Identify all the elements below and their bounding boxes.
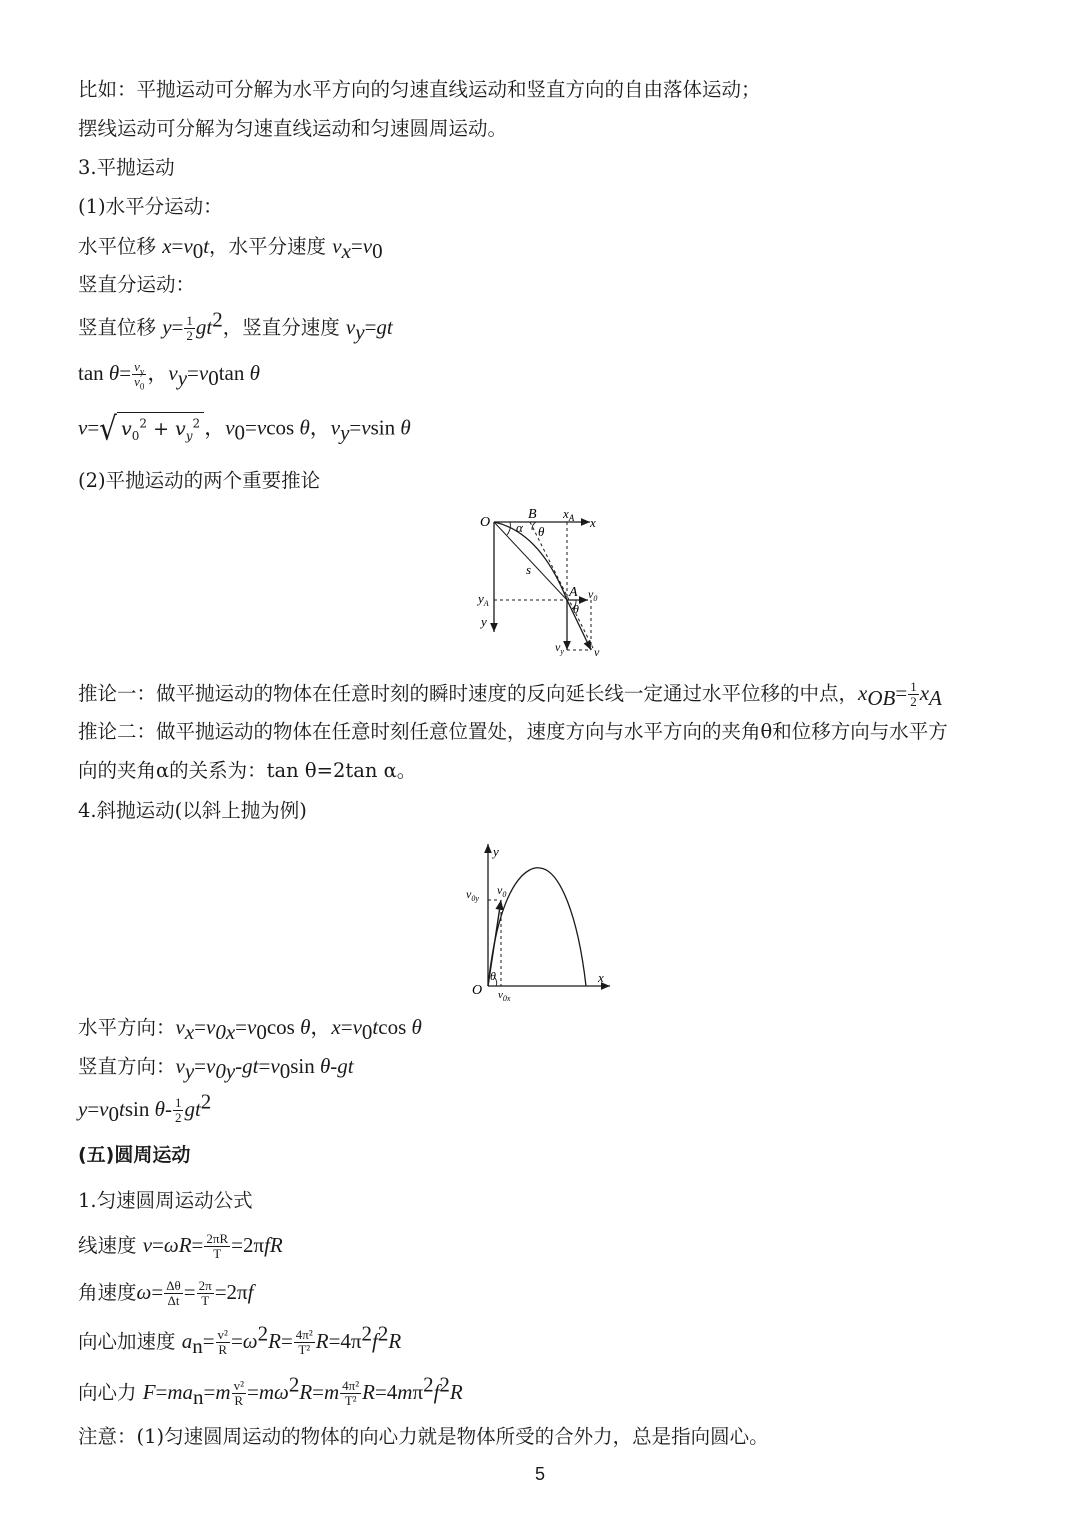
linear-velocity-line: 线速度 v=ωR= $\frac{2\pi R}{T}$ =2πfR [78, 1231, 283, 1261]
label-theta-bottom: θ [573, 602, 579, 616]
subheading-horizontal: (1)水平分运动： [78, 195, 223, 218]
fraction-2piR-T: $\frac{2\pi R}{T}$ [206, 1231, 229, 1261]
oblique-projectile-diagram [460, 836, 620, 1006]
label-O: O [480, 515, 491, 530]
label-v0: $v_0$ [497, 883, 507, 899]
alpha-arc [507, 522, 510, 535]
label-yA: $y_A$ [478, 591, 489, 608]
fraction-2pi-T: $\frac{2\pi}{T}$ [198, 1278, 212, 1308]
projectile-diagram [470, 500, 620, 665]
fraction-half: $\frac{1}{2}$ [186, 313, 193, 343]
label-v0y: $v_{0y}$ [466, 887, 479, 903]
text-line-1: 比如：平抛运动可分解为水平方向的匀速直线运动和竖直方向的自由落体运动； [78, 78, 761, 101]
trajectory-curve [488, 868, 586, 986]
fraction-half-2: $\frac{1}{2}$ [174, 1095, 182, 1125]
corollary-1-line: 推论一：做平抛运动的物体在任意时刻的瞬时速度的反向延长线一定通过水平位移的中点，$x_{OB}=$ $\frac{1}{2}$ $x_A$ [78, 679, 942, 710]
horizontal-displacement-line: 水平位移 $x=v_0t$，水平分速度 $v_x=v_0$ [78, 234, 383, 263]
corollary-2-cont: 向的夹角α的关系为：tan θ=2tan α。 [78, 759, 417, 782]
displacement-line [494, 522, 567, 600]
fraction-force-4pi2-T2: $\frac{\text{4π²}}{\text{T²}}$ [342, 1378, 360, 1408]
vertical-displacement-line: 竖直位移 y= $\frac{1}{2}$ $gt^2$，竖直分速度 $v_y=gt$ [78, 307, 393, 344]
section-heading-3: 3.平抛运动 [78, 156, 175, 179]
y-equation-line: $y=v_0tsin$ θ- $\frac{1}{2}$ $gt^2$ [78, 1089, 212, 1126]
label-xA: $x_A$ [563, 506, 575, 523]
theta-arc-1 [532, 522, 536, 530]
fraction-vy-v0: $\frac{v_y}{v_0}$ [134, 359, 145, 392]
section-heading-4: 4.斜抛运动(以斜上抛为例) [78, 799, 307, 822]
label-x: x [598, 970, 604, 985]
fraction-dtheta-dt: $\frac{\Delta\theta}{\Delta t}$ [166, 1278, 181, 1308]
label-theta-top: θ [538, 524, 545, 539]
fraction-force-v2-R: $\frac{\text{v²}}{R}$ [233, 1378, 244, 1408]
subheading-vertical: 竖直分运动： [78, 273, 196, 296]
fraction-v2-R: $\frac{\text{v²}}{R}$ [217, 1327, 228, 1357]
label-v: v [594, 645, 600, 659]
label-v0: $v_0$ [588, 587, 598, 603]
subheading-corollaries: (2)平抛运动的两个重要推论 [78, 469, 321, 492]
section-heading-circular: (五)圆周运动 [78, 1144, 191, 1166]
label-vy: $v_y$ [555, 640, 564, 656]
centripetal-acceleration-line: 向心加速度 $a_n=$ $\frac{\text{v²}}{R}$ $=\omega^2R=$ $\frac{\text{4π²}}{\text{T²}}$ $R=4\pi^2f^2R$ [78, 1321, 402, 1358]
fraction-xob: $\frac{1}{2}$ [910, 679, 917, 709]
label-s: s [526, 562, 532, 577]
angular-velocity-line: 角速度ω= $\frac{\Delta\theta}{\Delta t}$ = $\frac{2\pi}{T}$ =2πf [78, 1278, 254, 1308]
horizontal-direction-line: 水平方向：$v_x=v_{0x}=v_0\cos$ θ，$x=v_0tcos$ θ [78, 1015, 422, 1044]
label-theta: θ [490, 969, 496, 983]
label-O: O [472, 983, 483, 998]
fraction-4pi2-T2: $\frac{\text{4π²}}{\text{T²}}$ [295, 1327, 313, 1357]
subheading-uniform-circular: 1.匀速圆周运动公式 [78, 1189, 253, 1212]
label-alpha: α [516, 520, 523, 535]
vertical-direction-line: 竖直方向：$v_y=v_{0y}-gt=v_0\sin$ θ-gt [78, 1054, 354, 1083]
v-vector [567, 600, 591, 650]
tangent-extension [530, 522, 594, 650]
velocity-magnitude-line: v= √ $v_0^2 + v_y^2$ ，$v_0=vcos$ θ，$v_y=vsin$ θ [78, 409, 411, 448]
note-line: 注意：(1)匀速圆周运动的物体的向心力就是物体所受的合外力，总是指向圆心。 [78, 1425, 769, 1448]
page-number: 5 [534, 1464, 545, 1484]
label-x: x [590, 515, 596, 530]
centripetal-force-line: 向心力 $F=ma_n=m$ $\frac{\text{v²}}{R}$ $=m\omega^2R=m$ $\frac{\text{4π²}}{\text{T²}}$ $R=4m\pi^2f^2R$ [78, 1372, 463, 1409]
label-y: y [481, 614, 487, 629]
square-root: √ $v_0^2 + v_y^2$ [99, 412, 204, 446]
corollary-2-line: 推论二：做平抛运动的物体在任意时刻任意位置处，速度方向与水平方向的夹角θ和位移方向与水平方 [78, 720, 948, 743]
text-line-2: 摆线运动可分解为匀速直线运动和匀速圆周运动。 [78, 117, 508, 140]
label-A: A [569, 585, 578, 600]
tan-theta-line: tan θ= $\frac{v_y}{v_0}$ ，$v_y=v_0\tan$ θ [78, 359, 260, 392]
label-v0x: $v_{0x}$ [498, 989, 511, 1003]
label-y: y [493, 844, 499, 859]
label-B: B [528, 507, 537, 522]
